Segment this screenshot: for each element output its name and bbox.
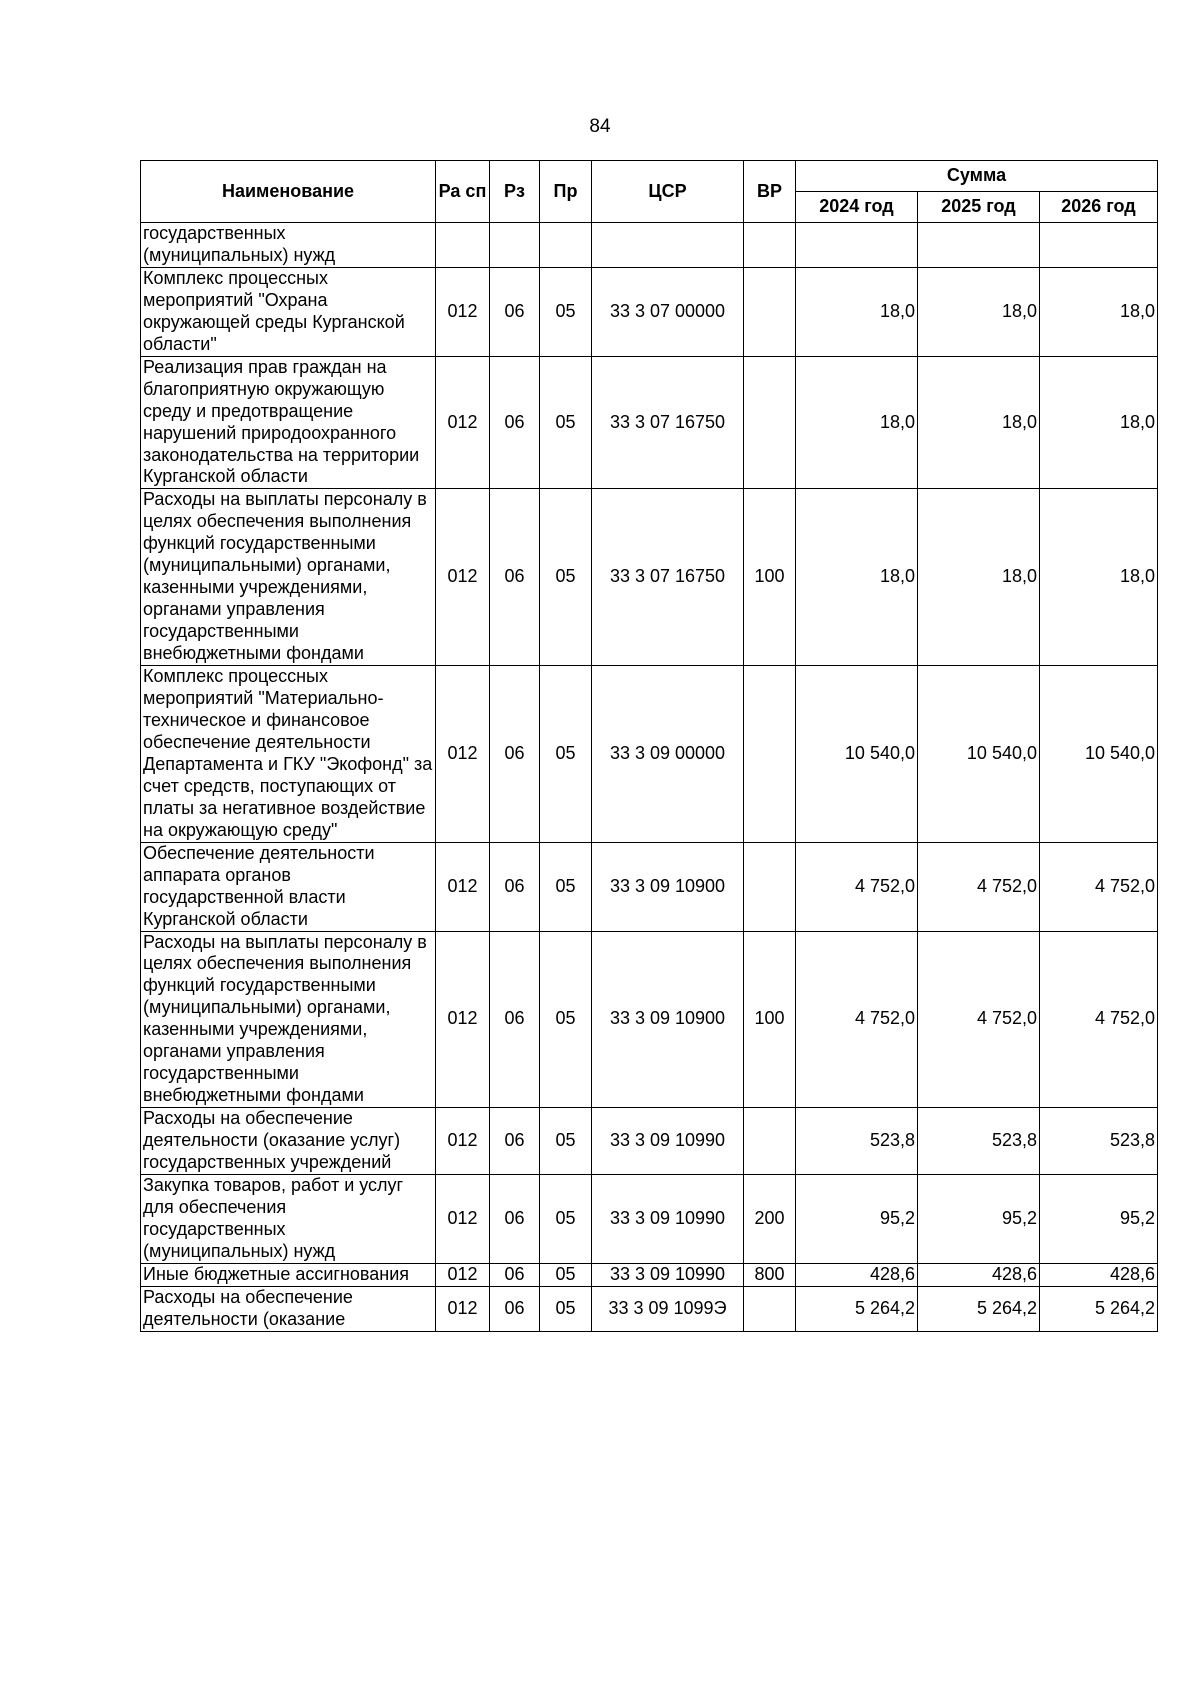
- row-sum-2024: 18,0: [796, 489, 918, 666]
- row-sum-2025: 4 752,0: [918, 842, 1040, 931]
- row-sum-2025: 18,0: [918, 356, 1040, 489]
- row-csr: 33 3 09 10990: [592, 1263, 744, 1286]
- row-rasp: 012: [436, 489, 490, 666]
- row-vr: [744, 842, 796, 931]
- row-sum-2024: 18,0: [796, 356, 918, 489]
- row-pr: 05: [540, 1263, 592, 1286]
- row-sum-2025: 428,6: [918, 1263, 1040, 1286]
- row-name: Расходы на выплаты персоналу в целях обеспечения выполнения функций государственными (муниципальными) органами, казенными учреждениями, органами управления государственными внебюджетными фондами: [141, 489, 436, 666]
- row-sum-2024: 523,8: [796, 1108, 918, 1175]
- row-sum-2026: 523,8: [1040, 1108, 1158, 1175]
- row-pr: 05: [540, 842, 592, 931]
- row-rasp: 012: [436, 842, 490, 931]
- row-sum-2024: 428,6: [796, 1263, 918, 1286]
- row-name: Иные бюджетные ассигнования: [141, 1263, 436, 1286]
- row-rz: 06: [490, 1108, 540, 1175]
- row-sum-2026: 4 752,0: [1040, 842, 1158, 931]
- header-vr: ВР: [744, 161, 796, 223]
- row-sum-2025: 523,8: [918, 1108, 1040, 1175]
- row-rasp: 012: [436, 1174, 490, 1263]
- row-rasp: 012: [436, 356, 490, 489]
- row-sum-2026: 18,0: [1040, 356, 1158, 489]
- row-name: Расходы на обеспечение деятельности (оказание услуг) государственных учреждений: [141, 1108, 436, 1175]
- table-row: [141, 666, 1158, 843]
- row-vr: [744, 1286, 796, 1331]
- row-rasp: 012: [436, 666, 490, 843]
- row-rz: 06: [490, 356, 540, 489]
- row-csr: 33 3 07 16750: [592, 356, 744, 489]
- row-rasp: 012: [436, 1263, 490, 1286]
- header-year-2026: 2026 год: [1040, 192, 1158, 223]
- row-rz: 06: [490, 666, 540, 843]
- row-csr: 33 3 09 10900: [592, 931, 744, 1108]
- row-rasp: [436, 223, 490, 268]
- row-sum-2025: 18,0: [918, 267, 1040, 356]
- row-sum-2026: 18,0: [1040, 267, 1158, 356]
- budget-table: [140, 160, 1158, 1332]
- row-pr: 05: [540, 489, 592, 666]
- row-vr: [744, 1108, 796, 1175]
- row-rz: 06: [490, 1286, 540, 1331]
- row-csr: [592, 223, 744, 268]
- row-rasp: 012: [436, 931, 490, 1108]
- row-pr: 05: [540, 931, 592, 1108]
- row-csr: 33 3 09 10990: [592, 1174, 744, 1263]
- row-vr: [744, 267, 796, 356]
- row-sum-2026: 5 264,2: [1040, 1286, 1158, 1331]
- row-sum-2024: 10 540,0: [796, 666, 918, 843]
- row-vr: 200: [744, 1174, 796, 1263]
- header-name: Наименование: [141, 161, 436, 223]
- row-sum-2025: 95,2: [918, 1174, 1040, 1263]
- row-csr: 33 3 09 1099Э: [592, 1286, 744, 1331]
- row-sum-2026: [1040, 223, 1158, 268]
- header-pr: Пр: [540, 161, 592, 223]
- table-row: [141, 1263, 1158, 1286]
- row-rasp: 012: [436, 267, 490, 356]
- header-year-2025: 2025 год: [918, 192, 1040, 223]
- row-vr: [744, 356, 796, 489]
- row-rz: [490, 223, 540, 268]
- row-csr: 33 3 09 10900: [592, 842, 744, 931]
- row-sum-2026: 18,0: [1040, 489, 1158, 666]
- row-csr: 33 3 07 00000: [592, 267, 744, 356]
- table-row: [141, 931, 1158, 1108]
- table-row: [141, 356, 1158, 489]
- row-name: Комплекс процессных мероприятий "Материально-техническое и финансовое обеспечение деятельности Департамента и ГКУ "Экофонд" за счет средств, поступающих от платы за негативное воздействие на окружающую среду": [141, 666, 436, 843]
- table-row: [141, 842, 1158, 931]
- row-vr: 100: [744, 931, 796, 1108]
- row-csr: 33 3 09 10990: [592, 1108, 744, 1175]
- table-row: [141, 223, 1158, 268]
- row-sum-2026: 428,6: [1040, 1263, 1158, 1286]
- row-pr: 05: [540, 1108, 592, 1175]
- row-name: Закупка товаров, работ и услуг для обеспечения государственных (муниципальных) нужд: [141, 1174, 436, 1263]
- row-rz: 06: [490, 267, 540, 356]
- row-csr: 33 3 07 16750: [592, 489, 744, 666]
- row-sum-2024: 18,0: [796, 267, 918, 356]
- row-sum-2024: [796, 223, 918, 268]
- header-rasp: Ра сп: [436, 161, 490, 223]
- row-pr: 05: [540, 666, 592, 843]
- table-row: [141, 1108, 1158, 1175]
- row-rz: 06: [490, 489, 540, 666]
- row-name: Комплекс процессных мероприятий "Охрана окружающей среды Курганской области": [141, 267, 436, 356]
- row-vr: [744, 666, 796, 843]
- row-name: Расходы на выплаты персоналу в целях обеспечения выполнения функций государственными (муниципальными) органами, казенными учреждениями, органами управления государственными внебюджетными фондами: [141, 931, 436, 1108]
- row-pr: 05: [540, 1286, 592, 1331]
- row-sum-2024: 4 752,0: [796, 842, 918, 931]
- row-name: Реализация прав граждан на благоприятную окружающую среду и предотвращение нарушений природоохранного законодательства на территории Курганской области: [141, 356, 436, 489]
- row-pr: 05: [540, 267, 592, 356]
- table-row: [141, 1286, 1158, 1331]
- row-name: государственных (муниципальных) нужд: [141, 223, 436, 268]
- header-sum: Сумма: [796, 161, 1158, 192]
- row-sum-2025: [918, 223, 1040, 268]
- table-row: [141, 267, 1158, 356]
- row-rz: 06: [490, 1263, 540, 1286]
- table-row: [141, 1174, 1158, 1263]
- row-sum-2024: 4 752,0: [796, 931, 918, 1108]
- page-number: 84: [589, 116, 611, 137]
- row-csr: 33 3 09 00000: [592, 666, 744, 843]
- row-rasp: 012: [436, 1286, 490, 1331]
- row-rasp: 012: [436, 1108, 490, 1175]
- row-vr: 100: [744, 489, 796, 666]
- row-sum-2024: 5 264,2: [796, 1286, 918, 1331]
- row-vr: 800: [744, 1263, 796, 1286]
- header-csr: ЦСР: [592, 161, 744, 223]
- row-name: Расходы на обеспечение деятельности (оказание: [141, 1286, 436, 1331]
- row-pr: 05: [540, 1174, 592, 1263]
- row-rz: 06: [490, 842, 540, 931]
- row-vr: [744, 223, 796, 268]
- row-name: Обеспечение деятельности аппарата органов государственной власти Курганской области: [141, 842, 436, 931]
- row-sum-2025: 5 264,2: [918, 1286, 1040, 1331]
- row-sum-2026: 95,2: [1040, 1174, 1158, 1263]
- row-sum-2026: 10 540,0: [1040, 666, 1158, 843]
- row-sum-2026: 4 752,0: [1040, 931, 1158, 1108]
- row-rz: 06: [490, 931, 540, 1108]
- table-row: [141, 489, 1158, 666]
- header-year-2024: 2024 год: [796, 192, 918, 223]
- header-rz: Рз: [490, 161, 540, 223]
- row-sum-2025: 4 752,0: [918, 931, 1040, 1108]
- row-rz: 06: [490, 1174, 540, 1263]
- row-pr: [540, 223, 592, 268]
- row-sum-2025: 18,0: [918, 489, 1040, 666]
- row-pr: 05: [540, 356, 592, 489]
- row-sum-2025: 10 540,0: [918, 666, 1040, 843]
- row-sum-2024: 95,2: [796, 1174, 918, 1263]
